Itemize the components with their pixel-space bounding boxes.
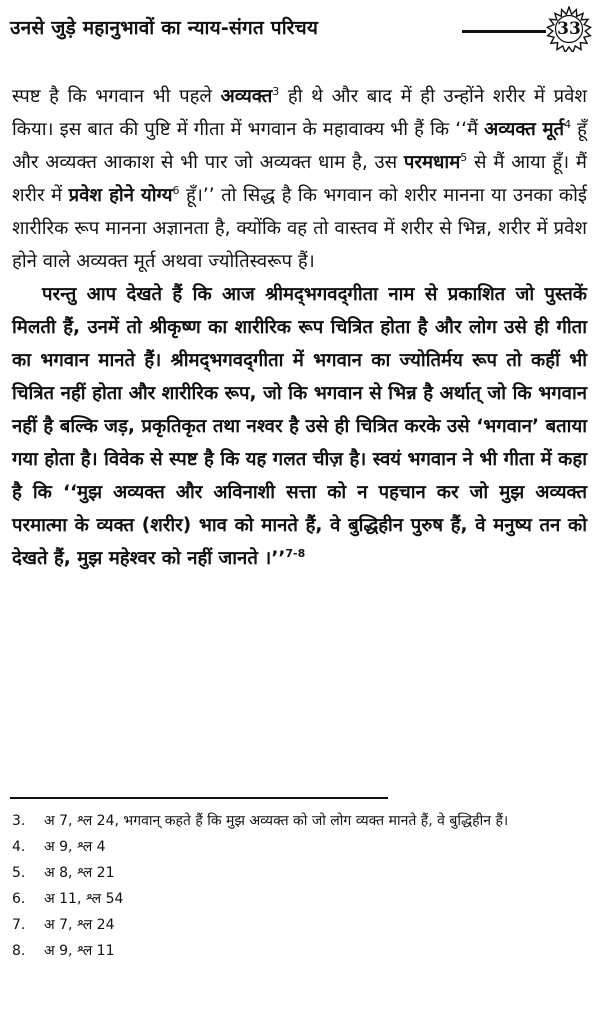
footnote-text: अ 7, श्ल 24, भगवान्‌ कहते हैं कि मुझ अव्यक्त को जो लोग व्यक्त मानते हैं, वे बुद्धिहीन हैं। — [44, 813, 509, 829]
footnote-text: अ 7, श्ल 24 — [44, 917, 115, 933]
footnote-number: 4. — [12, 839, 26, 855]
footnote-ref: 3 — [272, 84, 280, 98]
footnote-ref: 4 — [564, 117, 572, 131]
footnote-number: 3. — [12, 813, 26, 829]
footnote-number: 7. — [12, 917, 26, 933]
footnote-number: 6. — [12, 891, 26, 907]
paragraph-1 — [12, 80, 587, 278]
footnote — [12, 912, 582, 938]
text-run: हूँ और अव्यक्त आकाश से भी पार जो अव्यक्त धाम है, उस — [12, 119, 588, 173]
footnote-number: 5. — [12, 865, 26, 881]
page-number: 33 — [557, 19, 581, 39]
footnote-ref: 7-8 — [285, 546, 306, 560]
footnote-text: अ 8, श्ल 21 — [44, 865, 115, 881]
footnote-text: अ 11, श्ल 54 — [44, 891, 124, 907]
running-header — [10, 8, 595, 48]
footnote — [12, 860, 582, 886]
bold-term: प्रवेश होने योग्य — [68, 185, 173, 206]
bold-term: अव्यक्त मूर्त — [484, 119, 565, 140]
main-text — [12, 80, 587, 575]
footnote-number: 8. — [12, 943, 26, 959]
paragraph-2 — [12, 278, 587, 575]
text-run: हूँ।’’ तो सिद्ध है कि भगवान को शरीर मानना या उनका कोई शारीरिक रूप मानना अज्ञानता है, क्योंकि वह तो वास्तव में शरीर से भिन्न, शरीर में प्रवेश होने वाले अव्यक्त मूर्त अथवा ज्योतिस्वरूप हैं। — [12, 185, 587, 272]
text-run: ही थे और बाद में ही उन्होंने शरीर में प्रवेश किया। इस बात की पुष्टि में गीता में भगवान के महावाक्य भी हैं कि ‘‘मैं — [12, 86, 587, 140]
footnote-ref: 5 — [460, 150, 468, 164]
text-run: स्पष्ट है कि भगवान भी पहले — [12, 86, 221, 107]
footnote — [12, 808, 582, 834]
footnote — [12, 938, 582, 964]
footnote — [12, 886, 582, 912]
bold-term: अव्यक्त — [220, 86, 273, 107]
page-number-badge — [546, 6, 592, 52]
text-run: से मैं आया हूँ। मैं शरीर में — [12, 152, 587, 206]
text-run: परन्तु आप देखते हैं कि आज श्रीमद्‍भगवद्‍गीता नाम से प्रकाशित जो पुस्तकें मिलती हैं, उनमें तो श्रीकृष्ण का शारीरिक रूप चित्रित होता है और लोग उसे ही गीता का भगवान मानते हैं। श्रीमद्‍भगवद्‍गीता में भगवान का ज्योतिर्मय रूप तो कहीं भी चित्रित नहीं होता और शारीरिक रूप, जो कि भगवान से भिन्न है अर्थात्‌ जो कि भगवान नहीं है बल्कि जड़, प्रकृतिकृत तथा नश्वर है उसे ही चित्रित करके उसे ‘भगवान’ बताया गया होता है। विवेक से स्पष्ट है कि यह गलत चीज़ है। स्वयं भगवान ने भी गीता में कहा है कि ‘‘मुझ अव्यक्त और अविनाशी सत्ता को न पहचान कर जो मुझ अव्यक्त परमात्मा के व्यक्त (शरीर) भाव को मानते हैं, वे बुद्धिहीन पुरुष हैं, वे मनुष्य तन को देखते हैं, मुझ महेश्वर को नहीं जानते ।’’ — [12, 284, 587, 569]
footnote-ref: 6 — [172, 183, 180, 197]
footnote — [12, 834, 582, 860]
header-rule — [462, 30, 546, 33]
footnotes — [12, 808, 582, 964]
bold-term: परमधाम — [403, 152, 461, 173]
footnote-text: अ 9, श्ल 11 — [44, 943, 115, 959]
footnote-divider — [10, 797, 388, 799]
footnote-text: अ 9, श्ल 4 — [44, 839, 106, 855]
chapter-title: उनसे जुड़े महानुभावों का न्याय-संगत परिचय — [10, 17, 319, 39]
